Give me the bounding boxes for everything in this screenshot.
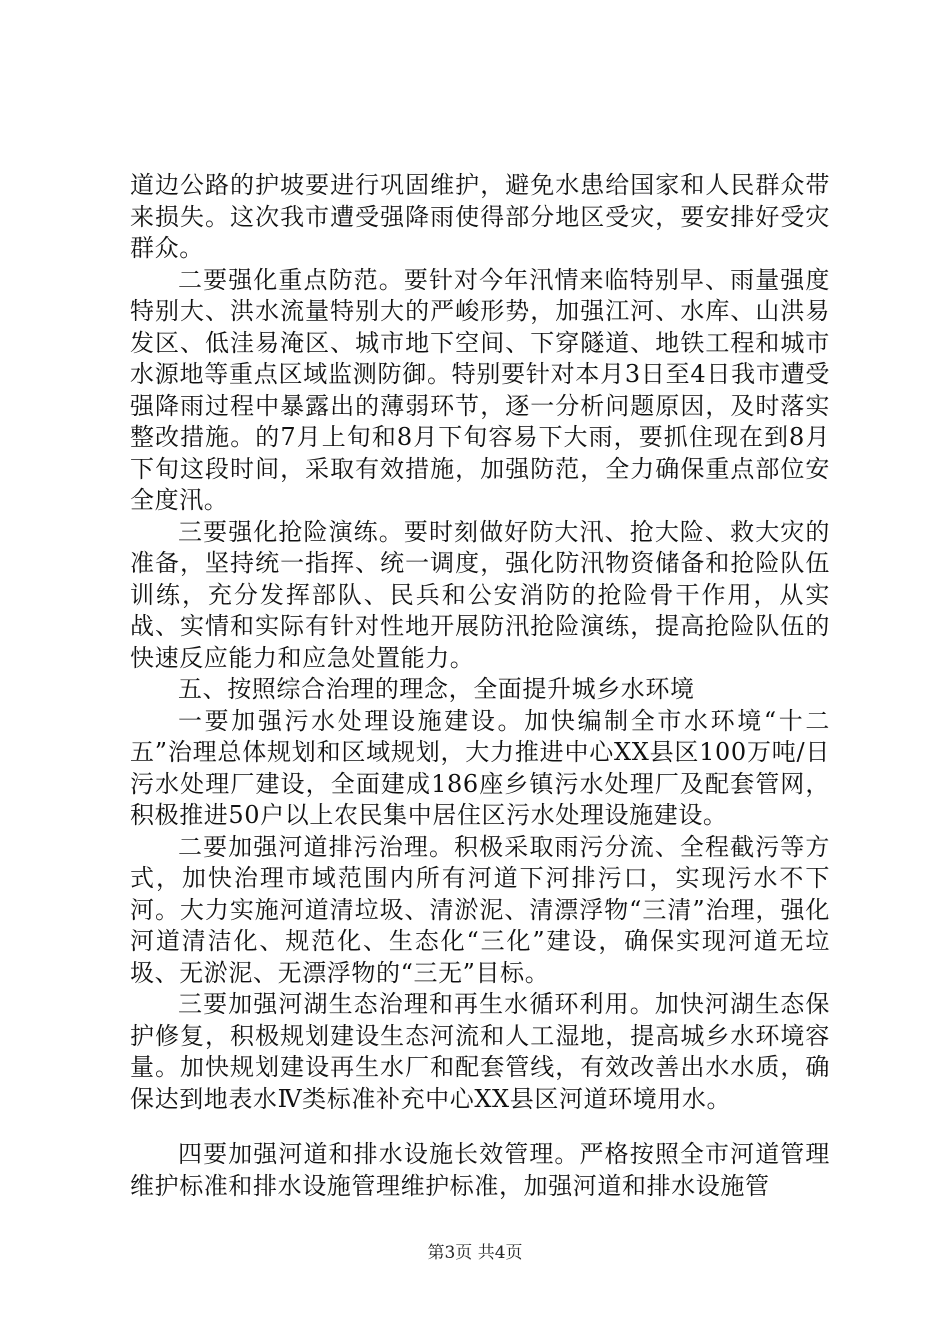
- paragraph-rescue-drill: 三要强化抢险演练。要时刻做好防大汛、抢大险、救大灾的准备，坚持统一指挥、统一调度，强化防汛物资储备和抢险队伍训练，充分发挥部队、民兵和公安消防的抢险骨干作用，从实战、实情和实际有针对性地开展防汛抢险演练，提高抢险队伍的快速反应能力和应急处置能力。: [130, 517, 830, 672]
- paragraph-river-pollution: 二要加强河道排污治理。积极采取雨污分流、全程截污等方式，加快治理市域范围内所有河道下河排污口，实现污水不下河。大力实施河道清垃圾、清淤泥、清漂浮物“三清”治理，强化河道清洁化、规范化、生态化“三化”建设，确保实现河道无垃圾、无淤泥、无漂浮物的“三无”目标。: [130, 832, 830, 987]
- paragraph-sewage-facilities: 一要加强污水处理设施建设。加快编制全市水环境“十二五”治理总体规划和区域规划，大力推进中心XX县区100万吨/日污水处理厂建设，全面建成186座乡镇污水处理厂及配套管网，积极推进50户以上农民集中居住区污水处理设施建设。: [130, 706, 830, 829]
- paragraph-long-term-management: 四要加强河道和排水设施长效管理。严格按照全市河道管理维护标准和排水设施管理维护标准，加强河道和排水设施管: [130, 1140, 830, 1200]
- paragraph-key-prevention: 二要强化重点防范。要针对今年汛情来临特别早、雨量强度特别大、洪水流量特别大的严峻形势，加强江河、水库、山洪易发区、低洼易淹区、城市地下空间、下穿隧道、地铁工程和城市水源地等重点区域监测防御。特别要针对本月3日至4日我市遭受强降雨过程中暴露出的薄弱环节，逐一分析问题原因，及时落实整改措施。的7月上旬和8月下旬容易下大雨，要抓住现在到8月下旬这段时间，采取有效措施，加强防范，全力确保重点部位安全度汛。: [130, 265, 830, 514]
- paragraph-ecology-recycling: 三要加强河湖生态治理和再生水循环利用。加快河湖生态保护修复，积极规划建设生态河流和人工湿地，提高城乡水环境容量。加快规划建设再生水厂和配套管线，有效改善出水水质，确保达到地表水Ⅳ类标准补充中心XX县区河道环境用水。: [130, 990, 830, 1113]
- page-number: 第3页 共4页: [427, 1243, 523, 1263]
- paragraph-continuation: 道边公路的护坡要进行巩固维护，避免水患给国家和人民群众带来损失。这次我市遭受强降雨使得部分地区受灾，要安排好受灾群众。: [130, 171, 830, 262]
- section-heading-five: 五、按照综合治理的理念，全面提升城乡水环境: [178, 675, 695, 703]
- document-body: [130, 170, 830, 1202]
